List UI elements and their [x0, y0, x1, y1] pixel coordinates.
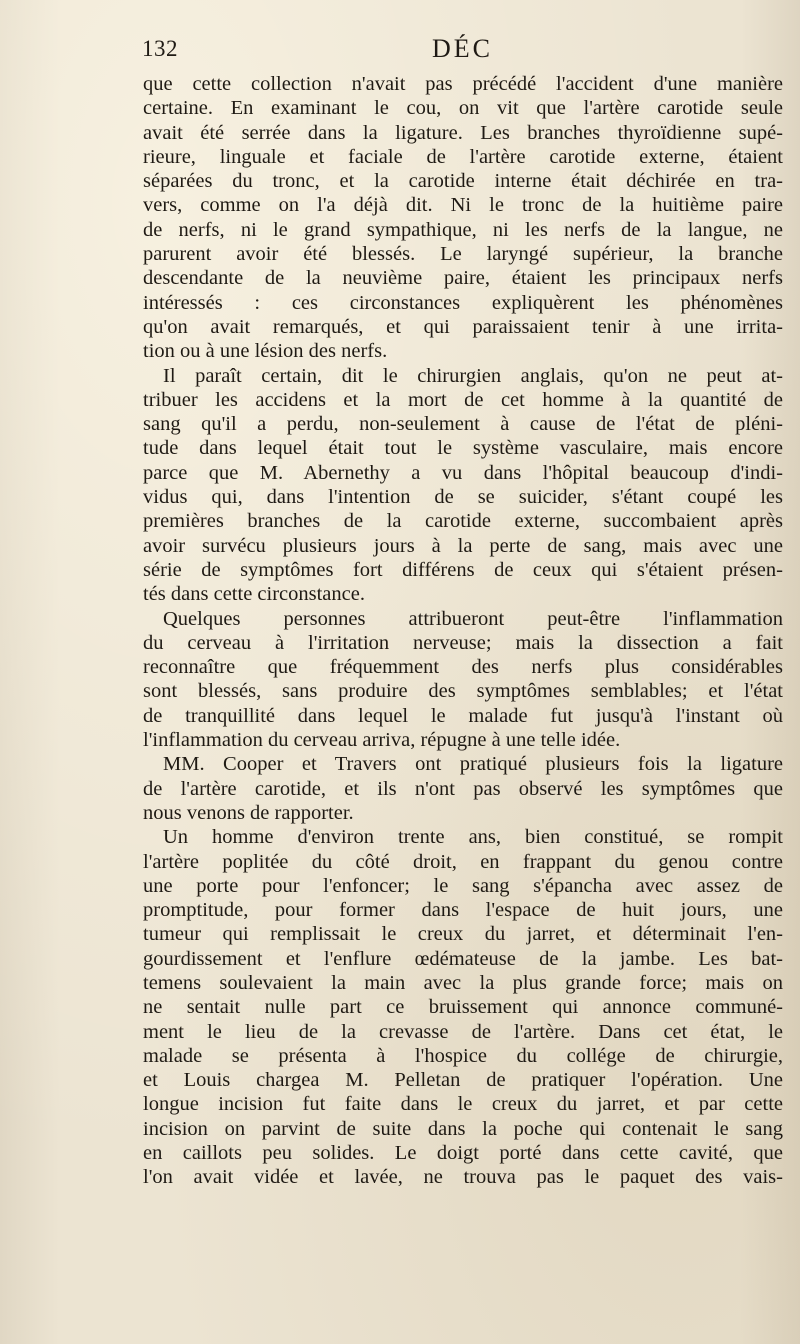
text-line: certaine. En examinant le cou, on vit que l'artère carotide seule [143, 97, 783, 120]
text-line: longue incision fut faite dans le creux du jarret, et par cette [143, 1093, 783, 1116]
text-line: série de symptômes fort différens de ceux qui s'étaient présen- [143, 558, 783, 581]
text-line: ment le lieu de la crevasse de l'artère. Dans cet état, le [143, 1020, 783, 1043]
text-line: sont blessés, sans produire des symptômes semblables; et l'état [143, 680, 783, 703]
text-line: tumeur qui remplissait le creux du jarret, et déterminait l'en- [143, 923, 783, 946]
text-line: avait été serrée dans la ligature. Les branches thyroïdienne supé- [143, 121, 783, 144]
text-line: reconnaître que fréquemment des nerfs plus considérables [143, 656, 783, 679]
text-line: qu'on avait remarqués, et qui paraissaient tenir à une irrita- [143, 315, 783, 338]
text-line: tribuer les accidens et la mort de cet homme à la quantité de [143, 388, 783, 411]
text-line: MM. Cooper et Travers ont pratiqué plusieurs fois la ligature [163, 753, 783, 776]
text-line: nous venons de rapporter. [143, 801, 354, 824]
text-line: de tranquillité dans lequel le malade fut jusqu'à l'instant où [143, 704, 783, 727]
text-line: que cette collection n'avait pas précédé l'accident d'une manière [143, 73, 783, 95]
text-line: de l'artère carotide, et ils n'ont pas observé les symptômes que [143, 777, 783, 800]
text-line: premières branches de la carotide externe, succombaient après [143, 510, 783, 533]
page-number: 132 [142, 36, 178, 61]
text-line: avoir survécu plusieurs jours à la perte de sang, mais avec une [143, 534, 783, 557]
text-line: rieure, linguale et faciale de l'artère carotide externe, étaient [143, 145, 783, 168]
text-line: tion ou à une lésion des nerfs. [143, 340, 388, 363]
text-line: l'inflammation du cerveau arriva, répugne à une telle idée. [143, 729, 621, 752]
text-line: Quelques personnes attribueront peut-être l'inflammation [163, 607, 783, 630]
text-line: ne sentait nulle part ce bruissement qui annonce communé- [143, 996, 783, 1019]
text-line: vidus qui, dans l'intention de se suicider, s'étant coupé les [143, 486, 783, 509]
text-line: descendante de la neuvième paire, étaient les principaux nerfs [143, 267, 783, 290]
text-line: en caillots peu solides. Le doigt porté dans cette cavité, que [143, 1142, 783, 1165]
text-line: de nerfs, ni le grand sympathique, ni les nerfs de la langue, ne [143, 218, 783, 241]
running-head [142, 36, 782, 70]
text-line: promptitude, pour former dans l'espace de huit jours, une [143, 899, 783, 922]
text-line: Un homme d'environ trente ans, bien constitué, se rompit [163, 826, 783, 849]
text-line: tude dans lequel était tout le système vasculaire, mais encore [143, 437, 783, 460]
text-line: et Louis chargea M. Pelletan de pratiquer l'opération. Une [143, 1069, 783, 1092]
text-line: tés dans cette circonstance. [143, 583, 365, 606]
text-line: une porte pour l'enfoncer; le sang s'épancha avec assez de [143, 874, 783, 897]
text-line: parce que M. Abernethy a vu dans l'hôpital beaucoup d'indi- [143, 461, 783, 484]
text-line: l'on avait vidée et lavée, ne trouva pas le paquet des vais- [143, 1166, 783, 1189]
text-line: intéressés : ces circonstances expliquèrent les phénomènes [143, 291, 783, 314]
text-line: du cerveau à l'irritation nerveuse; mais la dissection a fait [143, 631, 783, 654]
text-line: malade se présenta à l'hospice du collége de chirurgie, [143, 1044, 783, 1067]
text-line: incision on parvint de suite dans la poche qui contenait le sang [143, 1117, 783, 1140]
running-title: DÉC [432, 34, 493, 63]
text-line: Il paraît certain, dit le chirurgien anglais, qu'on ne peut at- [163, 364, 783, 387]
text-line: l'artère poplitée du côté droit, en frappant du genou contre [143, 850, 783, 873]
text-line: séparées du tronc, et la carotide interne était déchirée en tra- [143, 170, 783, 193]
text-line: gourdissement et l'enflure œdémateuse de la jambe. Les bat- [143, 947, 783, 970]
text-line: temens soulevaient la main avec la plus grande force; mais on [143, 971, 783, 994]
text-line: parurent avoir été blessés. Le laryngé supérieur, la branche [143, 243, 783, 266]
text-line: vers, comme on l'a déjà dit. Ni le tronc de la huitième paire [143, 194, 783, 217]
text-line: sang qu'il a perdu, non-seulement à cause de l'état de pléni- [143, 413, 783, 436]
body-text [143, 72, 783, 1190]
